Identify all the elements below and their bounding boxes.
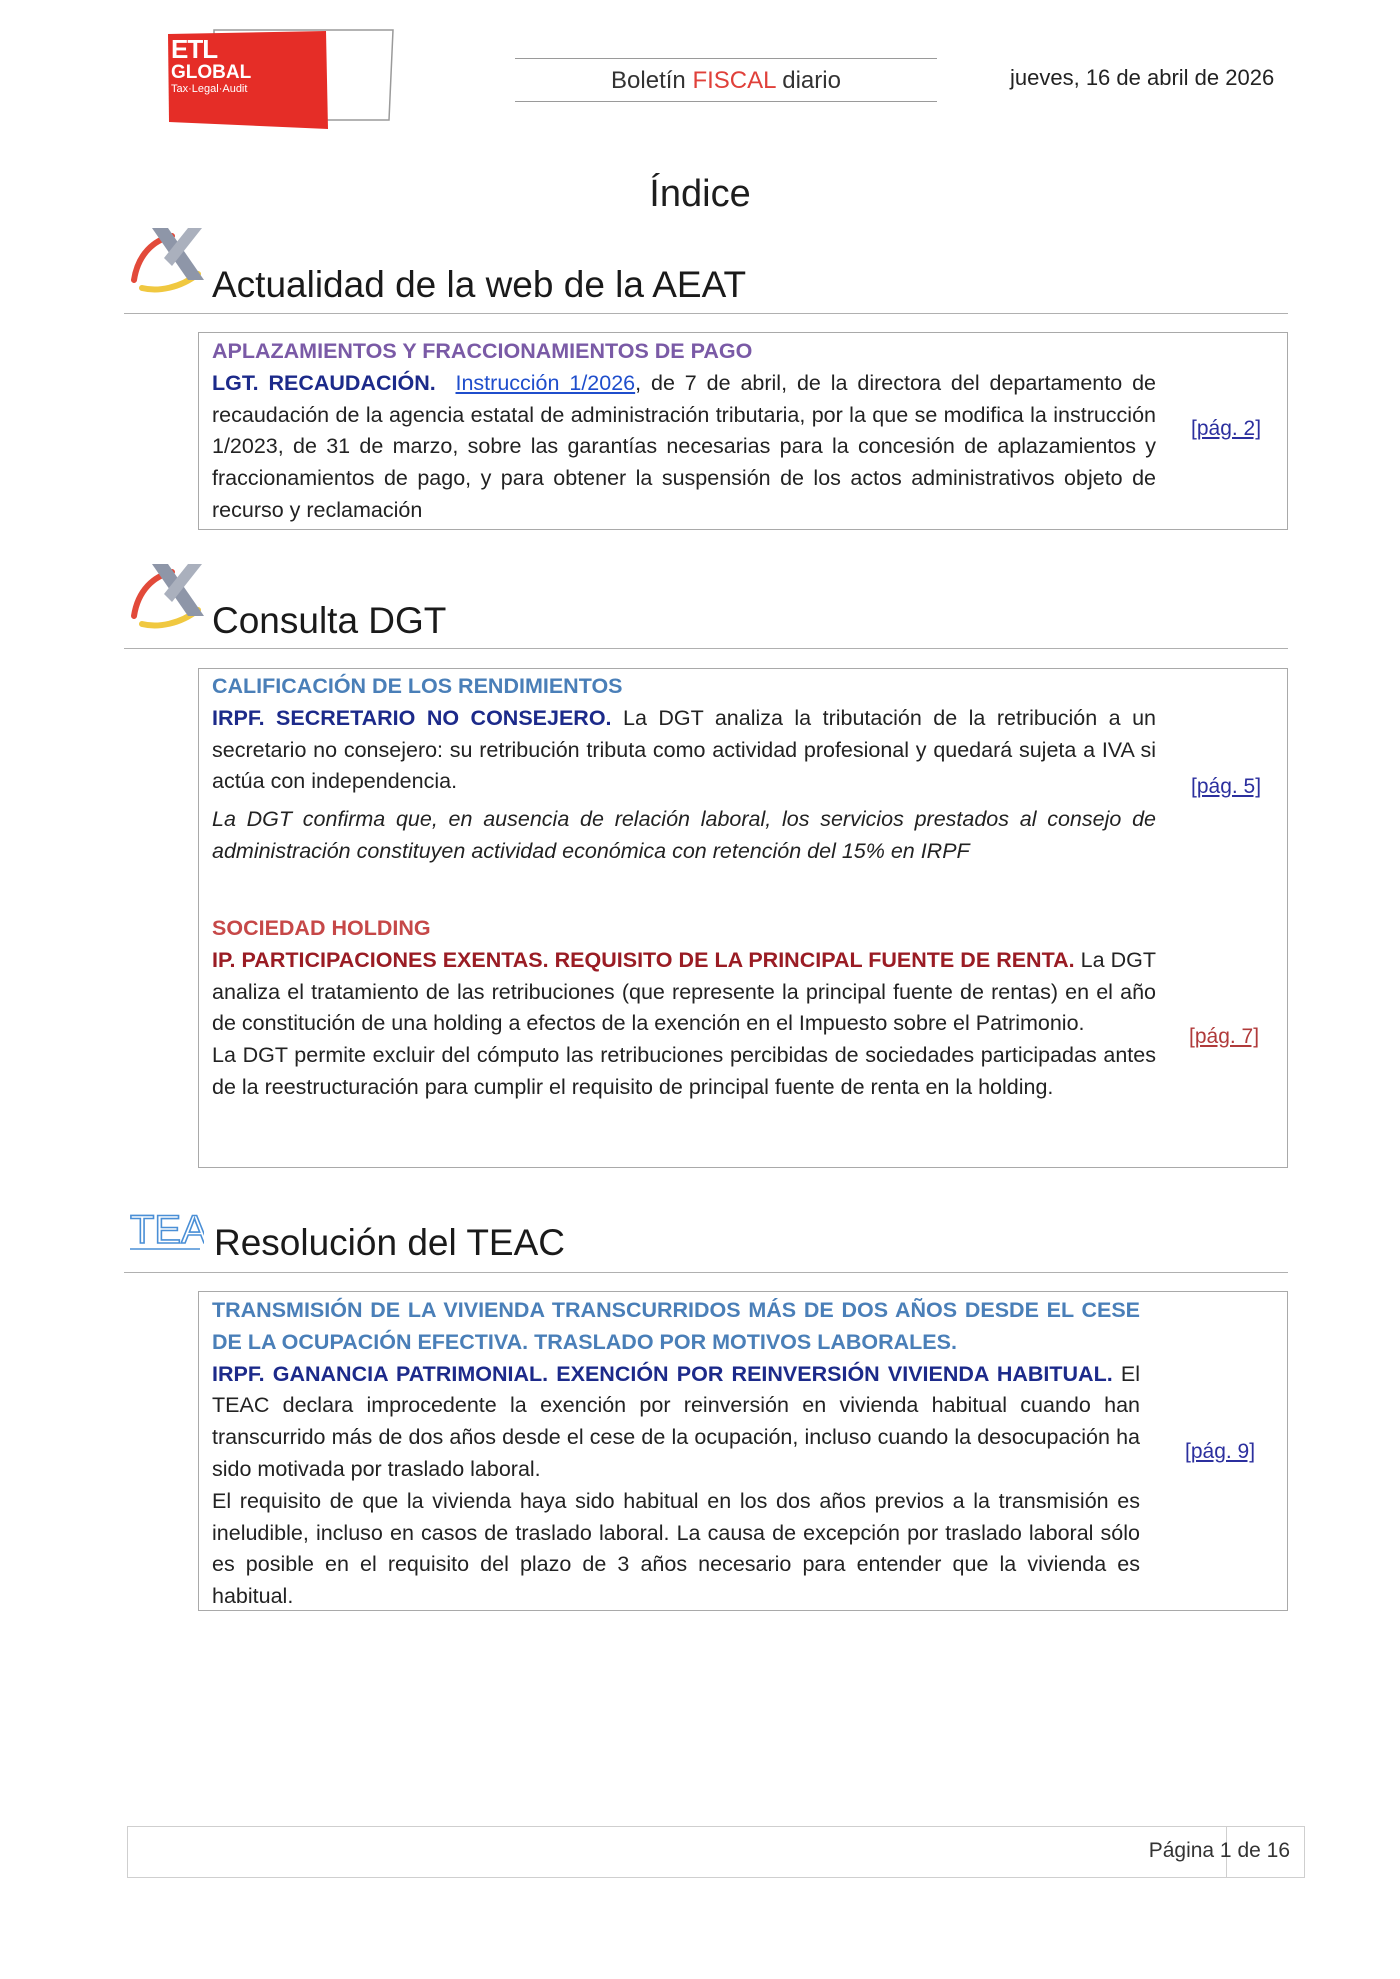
index-title: Índice <box>649 173 751 215</box>
bulletin-header <box>515 58 937 102</box>
section-title-aeat: Actualidad de la web de la AEAT <box>212 264 747 305</box>
page-ref-link[interactable]: [pág. 7] <box>1189 1025 1260 1048</box>
entry-category: SOCIEDAD HOLDING <box>212 916 431 940</box>
entry-lead: LGT. RECAUDACIÓN. <box>212 370 436 395</box>
entry-category: APLAZAMIENTOS Y FRACCIONAMIENTOS DE PAGO <box>212 339 753 363</box>
tea-logo-text: TEA <box>130 1208 204 1252</box>
etl-global-logo <box>160 24 400 132</box>
page-number: Página 1 de 16 <box>1148 1839 1290 1862</box>
page-ref-link[interactable]: [pág. 5] <box>1191 775 1262 798</box>
logo-global: GLOBAL <box>171 62 252 83</box>
page-ref-link[interactable]: [pág. 9] <box>1185 1440 1256 1463</box>
entry-box-dgt <box>198 668 1288 1168</box>
tea-logo-icon <box>128 1205 204 1258</box>
bulletin-prefix: Boletín <box>611 67 693 94</box>
section-divider <box>124 313 1288 314</box>
entry-box-teac <box>198 1291 1288 1611</box>
entry-body: , de 7 de abril, de la directora del departamento de recaudación de la agencia estatal de administración tributaria, por la que se modifica la instrucción 1/2023, de 31 de marzo, sobre las garantías necesarias para la concesión de aplazamientos y fraccionamientos de pago, y para obtener la suspensión de los actos administrativos objeto de recurso y reclamación <box>212 370 1157 522</box>
section-title-teac: Resolución del TEAC <box>214 1222 565 1263</box>
entry-secretario <box>212 671 1156 868</box>
page-footer <box>127 1826 1305 1878</box>
entry-note: La DGT confirma que, en ausencia de relación laboral, los servicios prestados al consejo de administración constituyen actividad económica con retención del 15% en IRPF <box>212 807 1156 863</box>
entry-body: La DGT analiza la tributación de la retribución a un secretario no consejero: su retribución tributa como actividad profesional y quedará sujeta a IVA si actúa con independencia. <box>212 705 1156 794</box>
entry-body-2: El requisito de que la vivienda haya sido habitual en los dos años previos a la transmisión es ineludible, incluso en casos de traslado laboral. La causa de excepción por traslado laboral sólo es posible en el requisito del plazo de 3 años necesario para entender que la vivienda es habitual. <box>212 1488 1140 1609</box>
entry-body: La DGT analiza el tratamiento de las retribuciones (que represente la principal fuente de rentas) en el año de constitución de una holding a efectos de la exención en el Impuesto sobre el Patrimonio. <box>212 947 1157 1036</box>
entry-lead: IP. PARTICIPACIONES EXENTAS. REQUISITO DE LA PRINCIPAL FUENTE DE RENTA. <box>212 947 1075 972</box>
entry-holding <box>212 913 1156 1104</box>
section-divider <box>124 648 1288 649</box>
bulletin-title <box>515 67 937 95</box>
entry-body-2: La DGT permite excluir del cómputo las retribuciones percibidas de sociedades participadas antes de la reestructuración para cumplir el requisito de principal fuente de renta en la holding. <box>212 1043 1156 1099</box>
entry-aplazamientos <box>212 336 1156 527</box>
logo-text <box>171 36 251 95</box>
entry-box-aeat <box>198 332 1288 530</box>
bulletin-accent: FISCAL <box>692 67 776 94</box>
entry-category: CALIFICACIÓN DE LOS RENDIMIENTOS <box>212 674 623 698</box>
section-divider <box>124 1272 1288 1273</box>
entry-lead: IRPF. SECRETARIO NO CONSEJERO. <box>212 705 612 730</box>
bulletin-suffix: diario <box>775 67 841 94</box>
logo-tagline: Tax·Legal·Audit <box>171 83 248 95</box>
instruccion-link[interactable]: Instrucción 1/2026 <box>455 370 636 395</box>
entry-vivienda <box>212 1295 1140 1613</box>
entry-lead: IRPF. GANANCIA PATRIMONIAL. EXENCIÓN POR REINVERSIÓN VIVIENDA HABITUAL. <box>212 1361 1113 1386</box>
page-ref-link[interactable]: [pág. 2] <box>1191 417 1262 440</box>
logo-etl: ETL <box>171 34 218 64</box>
aeat-logo-icon <box>128 222 206 299</box>
entry-body: El TEAC declara improcedente la exención por reinversión en vivienda habitual cuando han transcurrido más de dos años desde el cese de la ocupación, incluso cuando la desocupación ha sido motivada por traslado laboral. <box>212 1361 1140 1481</box>
bulletin-date: jueves, 16 de abril de 2026 <box>1010 65 1275 90</box>
section-title-dgt: Consulta DGT <box>212 600 447 641</box>
aeat-logo-icon <box>128 558 206 635</box>
entry-category: TRANSMISIÓN DE LA VIVIENDA TRANSCURRIDOS MÁS DE DOS AÑOS DESDE EL CESE DE LA OCUPACIÓN EFECTIVA. TRASLADO POR MOTIVOS LABORALES. <box>212 1298 1140 1354</box>
